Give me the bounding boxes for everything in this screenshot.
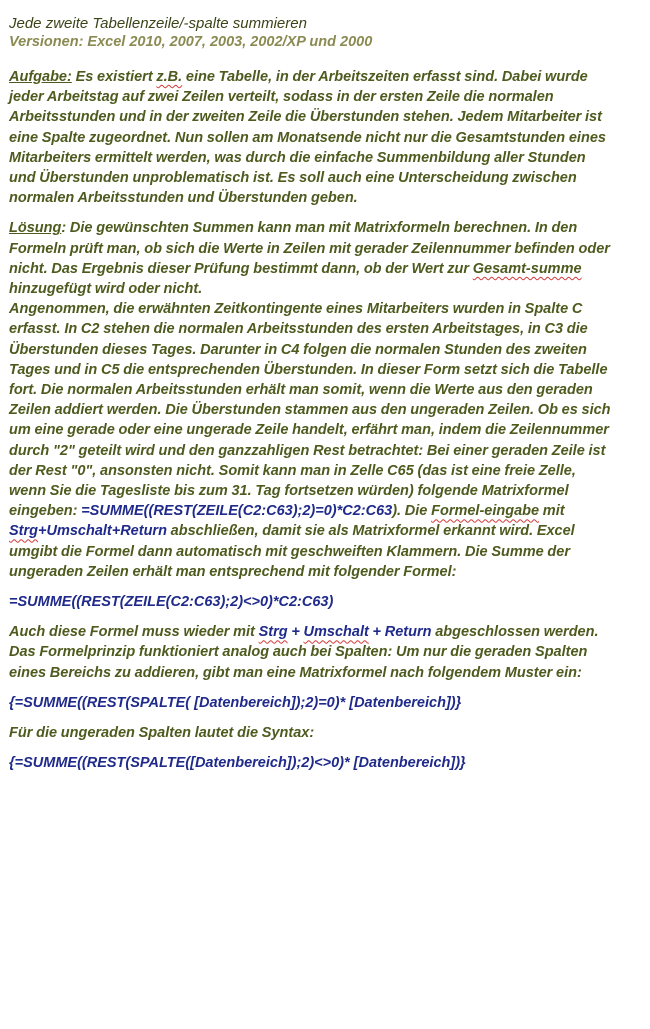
confirm-text-1: Auch diese Formel muss wieder mit [9, 624, 259, 641]
confirm-strg: Strg [258, 624, 288, 641]
confirm-plus-return: + Return [368, 624, 432, 641]
solution-label: Lösung [9, 220, 62, 237]
task-text-2: eine Tabelle, in der Arbeitszeiten erfasst sind. Dabei wurde jeder Arbeitstag auf zwei Zeilen verteilt, sodass in der ersten Zeile die normalen Arbeitsstunden und in der zweiten Zeile die Überstunden stehen. Jedem Mitarbeiter ist eine Spalte zugeordnet. Nun sollen am Monatsende nicht nur die Gesamtstunden eines Mitarbeiters ermittelt werden, was durch die einfache Summenbildung aller Stunden und Überstunden unproblematisch ist. Es soll auch eine Unterscheidung zwischen normalen Arbeitsstunden und Überstunden geben. [9, 69, 606, 207]
solution-gesamtsumme: Gesamt-summe [472, 260, 582, 277]
odd-cols-intro: Für die ungeraden Spalten lautet die Syntax: [9, 725, 315, 742]
confirm-paragraph [9, 622, 615, 683]
assumption-paragraph [9, 299, 615, 582]
task-paragraph [9, 67, 615, 208]
inline-formula: =SUMME((REST(ZEILE(C2:C63);2)=0)*C2:C63 [81, 503, 393, 520]
task-label: Aufgabe: [9, 69, 72, 85]
solution-paragraph [9, 218, 615, 299]
formula-odd-cols: {=SUMME((REST(SPALTE([Datenbereich]);2)<>0)* [Datenbereich])} [9, 755, 466, 772]
confirm-plus: + [287, 624, 304, 641]
document-page [9, 14, 615, 784]
page-title: Jede zweite Tabellenzeile/-spalte summieren [9, 15, 307, 32]
task-text-1: Es existiert [71, 69, 157, 85]
assumption-formeleingabe: Formel-eingabe [431, 503, 540, 520]
assumption-text-1: Angenommen, die erwähnten Zeitkontingente eines Mitarbeiters wurden in Spalte C erfasst. In C2 stehen die normalen Arbeitsstunden des ersten Arbeitstages, in C3 die Überstunden dieses Tages. Darunter in C4 folgen die normalen Stunden des zweiten Tages und in C5 die entsprechenden Überstunden. In dieser Form setzt sich die Tabelle fort. Die normalen Arbeitsstunden erhält man somit, wenn die Werte aus den geraden Zeilen addiert werden. Die Überstunden stammen aus den ungeraden Zeilen. Ob es sich um eine gerade oder eine ungerade Zeile handelt, erfährt man, indem die Zeilennummer durch "2" geteilt wird und den ganzzahligen Rest betrachtet: Bei einer geraden Zeile ist der Rest "0", ansonsten nicht. Somit kann man in Zelle C65 (das ist eine freie Zelle, wenn Sie die Tagesliste bis zum 31. Tag fortsetzen würden) folgende Matrixformel eingeben: [9, 301, 611, 520]
confirm-text-2: abgeschlossen werden. Das Formelprinzip funktioniert analog auch bei Spalten: Um nur die geraden Spalten eines Bereichs zu addieren, gibt man eine Matrixformel nach folgendem Muster ein: [9, 624, 599, 681]
assumption-strg: Strg [9, 523, 38, 540]
formula-odd-rows: =SUMME((REST(ZEILE(C2:C63);2)<>0)*C2:C63) [9, 594, 334, 611]
task-zb: z.B. [156, 69, 183, 85]
assumption-text-4: abschließen, damit sie als Matrixformel erkannt wird. Excel umgibt die Formel dann automatisch mit geschweiften Klammern. Die Summe der ungeraden Zeilen erhält man entsprechend mit folgender Formel: [9, 523, 575, 580]
assumption-text-3: mit [539, 503, 565, 520]
versions-line: Versionen: Excel 2010, 2007, 2003, 2002/XP und 2000 [9, 34, 373, 50]
assumption-text-2: ). Die [392, 503, 432, 520]
assumption-umschalt-return: +Umschalt+Return [38, 523, 167, 540]
formula-even-cols: {=SUMME((REST(SPALTE( [Datenbereich]);2)=0)* [Datenbereich])} [9, 694, 462, 711]
solution-text-2: hinzugefügt wird oder nicht. [9, 281, 203, 298]
solution-text-1: : Die gewünschten Summen kann man mit Matrixformeln berechnen. In den Formeln prüft man, ob sich die Werte in Zeilen mit gerader Zeilennummer befinden oder nicht. Das Ergebnis dieser Prüfung bestimmt dann, ob der Wert zur [9, 220, 610, 277]
confirm-umschalt: Umschalt [303, 624, 369, 641]
